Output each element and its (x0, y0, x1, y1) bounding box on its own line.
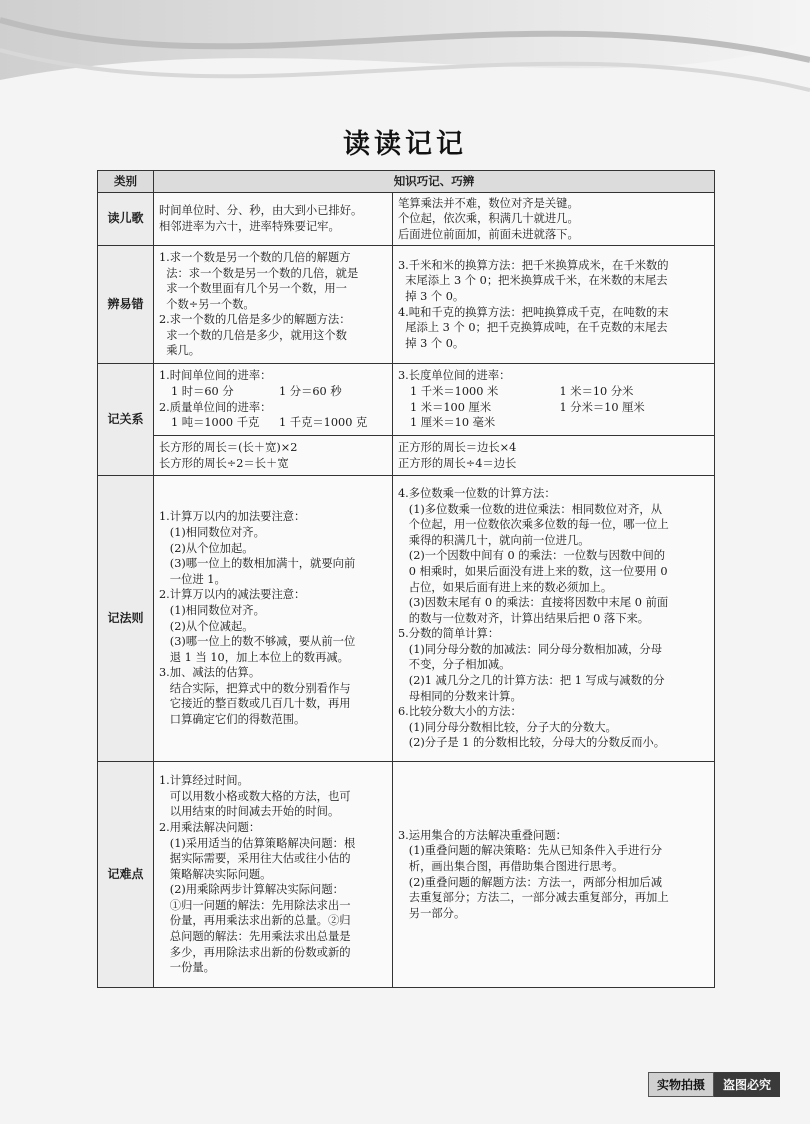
text-line: (1)重叠问题的解决策略：先从已知条件入手进行分 (398, 844, 663, 858)
text-line: 4.多位数乘一位数的计算方法： (398, 486, 556, 500)
text-line: (3)哪一位上的数相加满十，就要向前 (159, 557, 356, 571)
row-right-cell (393, 193, 715, 246)
text-line: 4.吨和千克的换算方法：把吨换算成千克，在吨数的末 (398, 305, 669, 319)
text-line: (3)哪一位上的数不够减，要从前一位 (159, 635, 356, 649)
text-line: 1 千米＝1000 米 (410, 384, 499, 398)
text-line: 不变，分子相加减。 (398, 658, 511, 672)
text-line: 结合实际，把算式中的数分别看作与 (159, 681, 351, 695)
table-row (98, 476, 715, 762)
row-right-cell (393, 364, 715, 436)
text-line: 笔算乘法并不难，数位对齐是关键。 (398, 196, 579, 210)
text-line: 尾添上 3 个 0；把千克换算成吨，在千克数的末尾去 (398, 321, 668, 335)
page-title: 读读记记 (343, 129, 467, 160)
text-line: 掉 3 个 0。 (398, 336, 465, 350)
text-line: 乘得的积满几十，就向前一位进几。 (398, 533, 590, 547)
text-line: (1)相同数位对齐。 (159, 603, 265, 617)
row-category: 记难点 (98, 762, 154, 988)
text-line: 正方形的周长÷4＝边长 (398, 456, 517, 470)
row-left-cell (154, 246, 393, 364)
table-row (98, 193, 715, 246)
text-line: 策略解决实际问题。 (159, 867, 272, 881)
row-category: 读儿歌 (98, 193, 154, 246)
text-line: 一份量。 (159, 961, 215, 975)
table-header-row (98, 171, 715, 193)
text-line: 3.长度单位间的进率： (398, 369, 511, 383)
row-right-cell (393, 436, 715, 476)
text-line: 法：求一个数是另一个数的几倍，就是 (159, 266, 359, 280)
text-line: (2)重叠问题的解题方法：方法一，两部分相加后减 (398, 875, 663, 889)
text-line: 1 千克＝1000 克 (279, 416, 368, 430)
header-content: 知识巧记、巧辨 (154, 171, 715, 193)
text-line: 占位，如果后面有进上来的数必须加上。 (398, 580, 613, 594)
text-line: (2)1 减几分之几的计算方法：把 1 写成与减数的分 (398, 674, 665, 688)
table-row (98, 762, 715, 988)
text-line: 2.用乘法解决问题： (159, 820, 261, 834)
text-line: 2.求一个数的几倍是多少的解题方法： (159, 313, 351, 327)
row-category: 记关系 (98, 364, 154, 476)
conversion-pair (159, 415, 387, 431)
watermark-right: 盗图必究 (714, 1072, 780, 1097)
text-line: (3)因数末尾有 0 的乘法：直接将因数中末尾 0 前面 (398, 596, 669, 610)
text-line: 2.计算万以内的减法要注意： (159, 588, 306, 602)
text-line: 0 相乘时，如果后面没有进上来的数，这一位要用 0 (398, 564, 668, 578)
table-row (98, 246, 715, 364)
text-line: 1 时＝60 分 (171, 384, 234, 398)
text-line: 去重复部分；方法二，一部分减去重复部分，再加上 (398, 891, 669, 905)
conversion-pair (159, 384, 387, 400)
text-line: (2)从个位加起。 (159, 541, 254, 555)
text-line: 末尾添上 3 个 0；把米换算成千米，在米数的末尾去 (398, 274, 668, 288)
text-line: 据实际需要，采用往大估或往小估的 (159, 852, 351, 866)
header-category: 类别 (98, 171, 154, 193)
text-line: 退 1 当 10，加上本位上的数再减。 (159, 650, 349, 664)
row-left-cell (154, 364, 393, 436)
row-category: 记法则 (98, 476, 154, 762)
text-line: 乘几。 (159, 344, 201, 358)
text-line: (2)用乘除两步计算解决实际问题： (159, 883, 344, 897)
table-row (98, 364, 715, 436)
conversion-pair (398, 384, 709, 400)
text-line: 2.质量单位间的进率： (159, 400, 272, 414)
text-line: 相邻进率为六十，进率特殊要记牢。 (159, 220, 340, 233)
text-line: 3.千米和米的换算方法：把千米换算成米，在千米数的 (398, 258, 669, 272)
watermark-badge (648, 1072, 780, 1097)
text-line: 1.计算经过时间。 (159, 774, 249, 788)
table-row (98, 436, 715, 476)
row-left-cell (154, 476, 393, 762)
text-line: 一位进 1。 (159, 572, 226, 586)
text-line: 长方形的周长÷2＝长＋宽 (159, 456, 289, 470)
text-line: 3.加、减法的估算。 (159, 666, 261, 680)
text-line: 1 分米＝10 厘米 (559, 400, 645, 414)
text-line: 母相同的分数来计算。 (398, 689, 522, 703)
text-line: 1 吨＝1000 千克 (171, 416, 260, 430)
row-left-cell (154, 762, 393, 988)
text-line: 1 分＝60 秒 (279, 384, 342, 398)
text-line: (2)分子是 1 的分数相比较，分母大的分数反而小。 (398, 736, 666, 750)
text-line: (2)一个因数中间有 0 的乘法：一位数与因数中间的 (398, 549, 666, 563)
text-line: 5.分数的简单计算： (398, 627, 500, 641)
text-line: 6.比较分数大小的方法： (398, 705, 522, 719)
row-right-cell (393, 476, 715, 762)
text-line: 个位起，用一位数依次乘多位数的每一位，哪一位上 (398, 518, 669, 532)
text-line: 1 厘米＝10 毫米 (410, 416, 496, 430)
text-line: 时间单位时、分、秒，由大到小已排好。 (159, 204, 363, 218)
text-line: 可以用数小格或数大格的方法，也可 (159, 789, 351, 803)
conversion-pair (398, 400, 709, 416)
text-line: (1)多位数乘一位数的进位乘法：相同数位对齐，从 (398, 502, 663, 516)
row-right-cell (393, 246, 715, 364)
text-line: 析，画出集合图，再借助集合图进行思考。 (398, 859, 624, 873)
text-line: 另一部分。 (398, 906, 466, 920)
text-line: ①归一问题的解法：先用除法求出一 (159, 898, 351, 912)
text-line: 口算确定它们的得数范围。 (159, 713, 306, 727)
text-line: 掉 3 个 0。 (398, 289, 465, 303)
row-right-cell (393, 762, 715, 988)
text-line: 它接近的整百数或几百几十数，再用 (159, 697, 351, 711)
text-line: (1)同分母分数的加减法：同分母分数相加减，分母 (398, 642, 663, 656)
text-line: (1)采用适当的估算策略解决问题：根 (159, 836, 356, 850)
watermark-left: 实物拍摄 (648, 1072, 714, 1097)
knowledge-table (97, 170, 715, 988)
text-line: 的数与一位数对齐，计算出结果后把 0 落下来。 (398, 611, 650, 625)
text-line: 个数÷另一个数。 (159, 297, 255, 311)
text-line: 总问题的解法：先用乘法求出总量是 (159, 930, 351, 944)
text-line: (2)从个位减起。 (159, 619, 254, 633)
text-line: 1 米＝100 厘米 (410, 400, 492, 414)
text-line: 1 米＝10 分米 (559, 384, 634, 398)
text-line: 正方形的周长＝边长×4 (398, 440, 517, 454)
text-line: 3.运用集合的方法解决重叠问题： (398, 828, 567, 842)
row-category: 辨易错 (98, 246, 154, 364)
text-line: 个位起，依次乘，积满几十就进几。 (398, 212, 579, 226)
text-line: 多少，再用除法求出新的份数或新的 (159, 945, 351, 959)
row-left-cell (154, 436, 393, 476)
text-line: 后面进位前面加，前面未进就落下。 (398, 227, 579, 241)
text-line: 以用结束的时间减去开始的时间。 (159, 805, 340, 819)
text-line: 求一个数的几倍是多少，就用这个数 (159, 328, 347, 342)
text-line: (1)相同数位对齐。 (159, 525, 265, 539)
text-line: 长方形的周长＝(长＋宽)×2 (159, 440, 298, 454)
text-line: 1.求一个数是另一个数的几倍的解题方 (159, 250, 351, 264)
text-line: 份量，再用乘法求出新的总量。②归 (159, 914, 351, 928)
text-line: 求一个数里面有几个另一个数，用一 (159, 282, 347, 296)
text-line: 1.时间单位间的进率： (159, 369, 272, 383)
text-line: 1.计算万以内的加法要注意： (159, 510, 306, 524)
row-left-cell (154, 193, 393, 246)
text-line: (1)同分母分数相比较，分子大的分数大。 (398, 720, 617, 734)
